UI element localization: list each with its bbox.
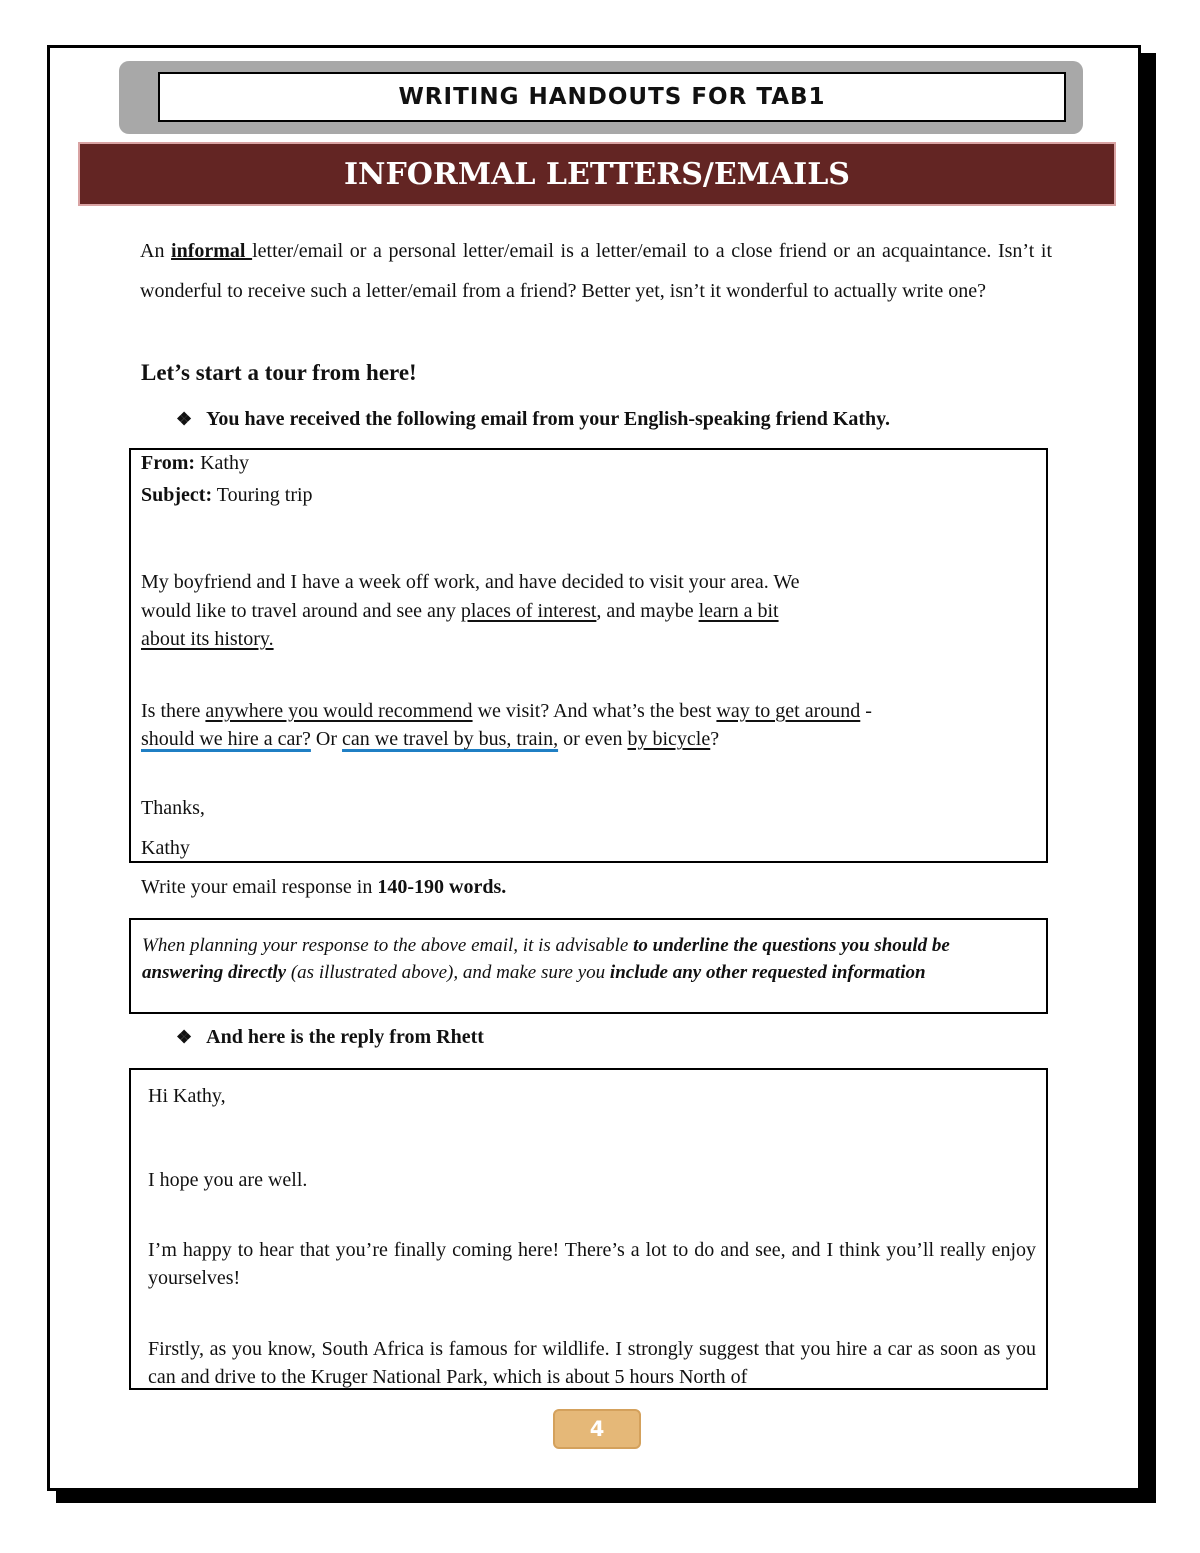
email-text: Is there <box>141 700 206 722</box>
underlined-question: can we travel by bus, train, <box>342 728 559 750</box>
header-title: WRITING HANDOUTS FOR TAB1 <box>158 72 1066 122</box>
underlined-question: learn a bit <box>698 600 779 622</box>
underlined-question: places of interest <box>460 600 597 622</box>
tour-heading: Let’s start a tour from here! <box>141 360 417 385</box>
email-line <box>141 728 719 751</box>
tip-emphasis: include any other requested information <box>609 962 926 983</box>
bullet-reply <box>176 1026 484 1049</box>
bullet-reply-text: And here is the reply from Rhett <box>206 1026 484 1048</box>
task-instruction <box>141 876 506 899</box>
task-text: Write your email response in <box>141 876 378 898</box>
bullet-received-text: You have received the following email from your English-speaking friend Kathy. <box>206 408 891 430</box>
email-text: , and maybe <box>596 600 699 622</box>
subject-value: Touring trip <box>212 484 313 506</box>
reply-paragraph: I’m happy to hear that you’re finally coming here! There’s a lot to do and see, and I think you’ll really enjoy yourselves! <box>148 1239 1036 1289</box>
email-text: Or <box>310 728 343 750</box>
tip-emphasis: to underline the questions you should be answering directly <box>142 935 950 983</box>
word-count: 140-190 words. <box>377 876 507 898</box>
intro-keyword: informal <box>171 240 253 262</box>
email-from <box>141 452 249 475</box>
email-line <box>141 600 779 623</box>
tip-text: (as illustrated above), and make sure you <box>286 962 610 983</box>
rhett-reply-box <box>129 1068 1048 1390</box>
email-line: My boyfriend and I have a week off work, and have decided to visit your area. We <box>141 571 800 593</box>
intro-paragraph <box>140 231 1052 311</box>
diamond-bullet-icon: ❖ <box>176 409 193 429</box>
tip-text: When planning your response to the above email, it is advisable <box>142 935 634 956</box>
underlined-question: way to get around <box>716 700 861 722</box>
from-label: From: <box>141 452 196 474</box>
email-subject <box>141 484 313 507</box>
email-text: or even <box>558 728 628 750</box>
email-text: would like to travel around and see any <box>141 600 461 622</box>
page-number: 4 <box>553 1409 641 1449</box>
subject-label: Subject: <box>141 484 213 506</box>
diamond-bullet-icon: ❖ <box>176 1027 193 1047</box>
underlined-question: by bicycle <box>627 728 711 750</box>
reply-greeting: Hi Kathy, <box>148 1085 226 1107</box>
planning-tip-box <box>129 918 1048 1014</box>
email-text: we visit? And what’s the best <box>472 700 717 722</box>
page-title: INFORMAL LETTERS/EMAILS <box>78 142 1116 206</box>
email-line <box>141 700 872 723</box>
bullet-received <box>176 408 890 431</box>
intro-text-start: An <box>140 240 172 262</box>
underlined-question: anywhere you would recommend <box>205 700 473 722</box>
email-signature: Kathy <box>141 837 190 859</box>
underlined-question: should we hire a car? <box>141 728 311 750</box>
kathy-email-box <box>129 448 1048 863</box>
reply-paragraph: I hope you are well. <box>148 1169 308 1191</box>
email-thanks: Thanks, <box>141 797 205 819</box>
email-line <box>141 628 274 651</box>
email-text: ? <box>710 728 720 750</box>
email-text: - <box>860 700 872 722</box>
from-value: Kathy <box>195 452 249 474</box>
underlined-question: about its history. <box>141 628 274 650</box>
intro-text-rest: letter/email or a personal letter/email is a letter/email to a close friend or an acquaintance. Isn’t it wonderful to receive such a letter/email from a friend? Better yet, isn’t it wonderful to actually write one? <box>140 240 1052 302</box>
reply-paragraph: Firstly, as you know, South Africa is famous for wildlife. I strongly suggest that you hire a car as soon as you can and drive to the Kruger National Park, which is about 5 hours North of <box>148 1338 1036 1388</box>
